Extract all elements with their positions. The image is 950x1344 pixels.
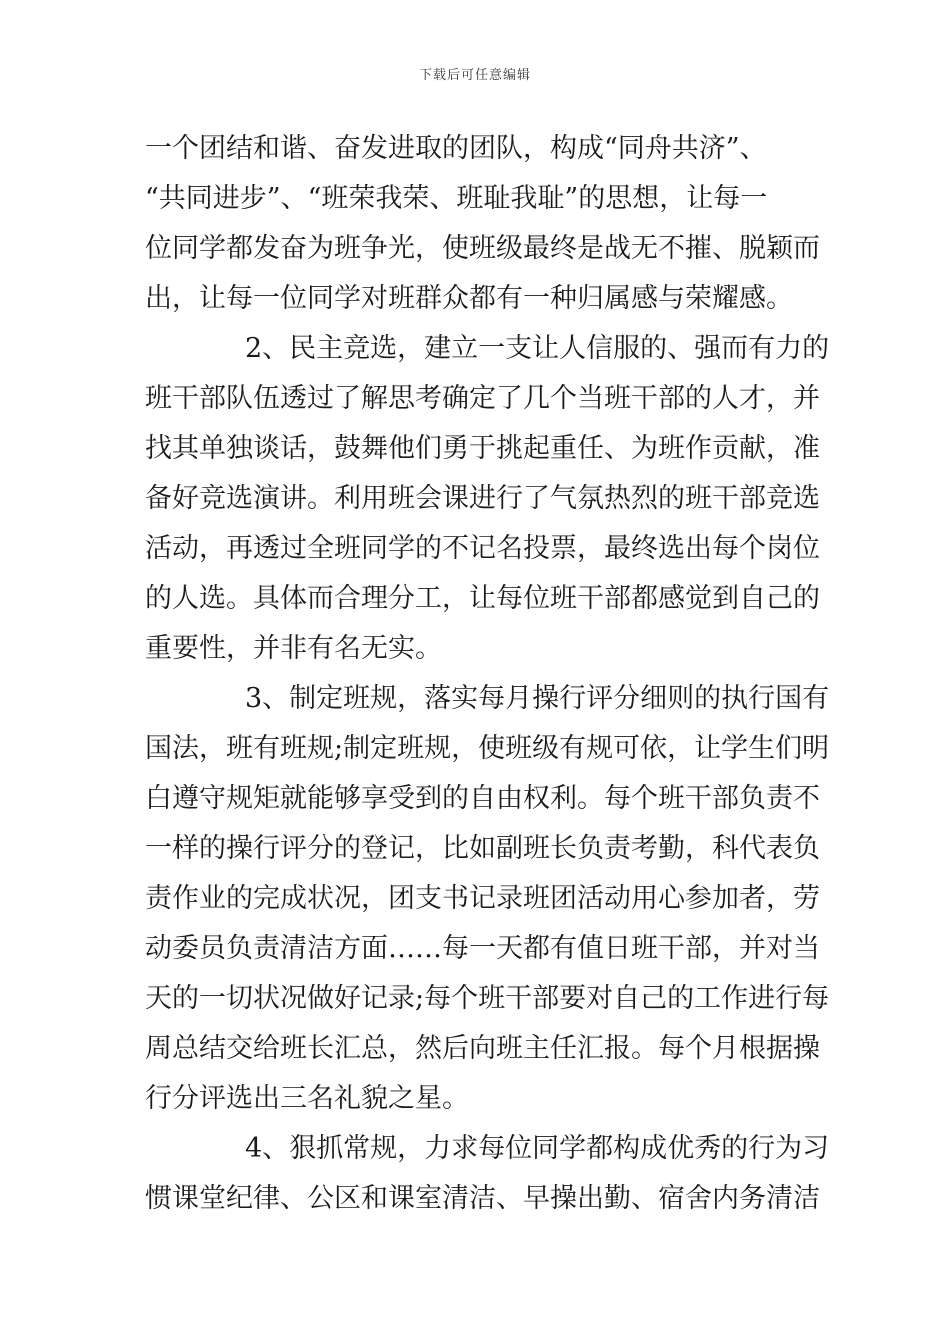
paragraph-3-line-5: 责作业的完成状况，团支书记录班团活动用心参加者，劳	[145, 883, 820, 914]
paragraph-3-line-7: 天的一切状况做好记录;每个班干部要对自己的工作进行每	[145, 983, 830, 1014]
paragraph-2-line-1: 2、民主竞选，建立一支让人信服的、强而有力的	[245, 333, 830, 364]
paragraph-1-line-4: 出，让每一位同学对班群众都有一种归属感与荣耀感。	[145, 283, 793, 314]
page-header: 下载后可任意编辑	[418, 68, 531, 83]
paragraph-4-line-1: 4、狠抓常规，力求每位同学都构成优秀的行为习	[245, 1133, 830, 1164]
paragraph-3-line-1: 3、制定班规，落实每月操行评分细则的执行国有	[245, 683, 830, 714]
paragraph-4-line-2: 惯课堂纪律、公区和课室清洁、早操出勤、宿舍内务清洁	[145, 1183, 820, 1214]
paragraph-1-line-2: “共同进步”、“班荣我荣、班耻我耻”的思想，让每一	[145, 183, 768, 214]
paragraph-3-line-4: 一样的操行评分的登记，比如副班长负责考勤，科代表负	[145, 833, 820, 864]
paragraph-2-line-5: 活动，再透过全班同学的不记名投票，最终选出每个岗位	[145, 533, 820, 564]
body-text	[145, 124, 830, 1224]
paragraph-3-line-8: 周总结交给班长汇总，然后向班主任汇报。每个月根据操	[145, 1033, 820, 1064]
paragraph-3-line-6: 动委员负责清洁方面……每一天都有值日班干部，并对当	[145, 933, 820, 964]
paragraph-2-line-2: 班干部队伍透过了解思考确定了几个当班干部的人才，并	[145, 383, 820, 414]
paragraph-2-line-3: 找其单独谈话，鼓舞他们勇于挑起重任、为班作贡献，准	[145, 433, 820, 464]
paragraph-2-line-4: 备好竞选演讲。利用班会课进行了气氛热烈的班干部竞选	[145, 483, 820, 514]
paragraph-1-line-3: 位同学都发奋为班争光，使班级最终是战无不摧、脱颖而	[145, 233, 820, 264]
paragraph-2-line-7: 重要性，并非有名无实。	[145, 633, 442, 664]
paragraph-1-line-1: 一个团结和谐、奋发进取的团队，构成“同舟共济”、	[145, 133, 767, 164]
paragraph-3-line-9: 行分评选出三名礼貌之星。	[145, 1083, 469, 1114]
paragraph-2-line-6: 的人选。具体而合理分工，让每位班干部都感觉到自己的	[145, 583, 820, 614]
paragraph-3-line-3: 白遵守规矩就能够享受到的自由权利。每个班干部负责不	[145, 783, 820, 814]
paragraph-3-line-2: 国法，班有班规;制定班规，使班级有规可依，让学生们明	[145, 733, 830, 764]
